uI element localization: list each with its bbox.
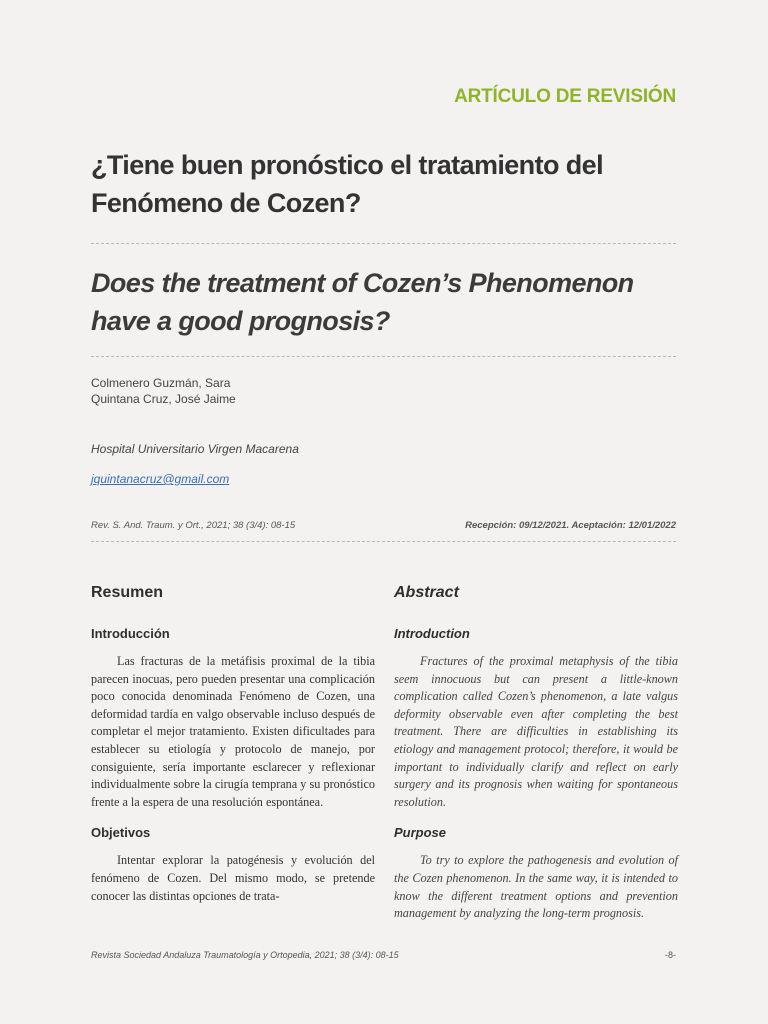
resumen-column: [91, 584, 375, 919]
reception-dates: Recepción: 09/12/2021. Aceptación: 12/01/2022: [465, 520, 676, 531]
divider: [91, 243, 676, 244]
section-paragraph: To try to explore the pathogenesis and evolution of the Cozen phenomenon. In the same way, it is intended to know the different treatment options and prevention management by analyzing the long-term prognosis.: [394, 853, 678, 921]
divider: [91, 356, 676, 357]
section-heading: Introduction: [394, 626, 470, 641]
footer-journal: Revista Sociedad Andaluza Traumatología y Ortopedia, 2021; 38 (3/4): 08-15: [91, 950, 399, 960]
citation: Rev. S. And. Traum. y Ort., 2021; 38 (3/4): 08-15: [91, 520, 296, 531]
page-number: -8-: [665, 950, 676, 960]
section-heading: Purpose: [394, 825, 447, 841]
resumen-heading: Resumen: [91, 584, 164, 601]
affiliation: Hospital Universitario Virgen Macarena: [91, 442, 299, 456]
author-name: Quintana Cruz, José Jaime: [91, 392, 236, 406]
abstract-column: [394, 584, 678, 937]
section-heading: Introducción: [91, 626, 170, 641]
abstract-heading: Abstract: [394, 584, 459, 601]
divider: [91, 541, 676, 542]
author-name: Colmenero Guzmán, Sara: [91, 376, 231, 390]
email-link[interactable]: jquintanacruz@gmail.com: [91, 472, 230, 486]
title-spanish: ¿Tiene buen pronóstico el tratamiento del Fenómeno de Cozen?: [91, 150, 603, 218]
section-heading: Objetivos: [91, 825, 151, 841]
section-paragraph: Intentar explorar la patogénesis y evolución del fenómeno de Cozen. Del mismo modo, se pretende conocer las distintas opciones de trata-: [91, 853, 375, 903]
author-list: [91, 375, 236, 407]
title-english: Does the treatment of Cozen’s Phenomenon have a good prognosis?: [91, 268, 634, 336]
article-type-label: ARTÍCULO DE REVISIÓN: [454, 86, 676, 107]
section-paragraph: Las fracturas de la metáfisis proximal de la tibia parecen inocuas, pero pueden presentar una complicación poco conocida denominada Fenómeno de Cozen, una deformidad tardía en valgo observable incluso después de completar el mejor tratamiento. Existen dificultades para establecer su etiología y protocolo de manejo, por consiguiente, sería importante esclarecer y reflexionar individualmente sobre la cirugía temprana y su pronóstico frente a la espera de una resolución espontánea.: [91, 654, 375, 809]
section-paragraph: Fractures of the proximal metaphysis of the tibia seem innocuous but can present a little-known complication called Cozen’s phenomenon, a late valgus deformity observable even after completing the best treatment. There are difficulties in establishing its etiology and management protocol; therefore, it would be important to individually clarify and reflect on early surgery and its prognosis when waiting for spontaneous resolution.: [394, 654, 678, 809]
